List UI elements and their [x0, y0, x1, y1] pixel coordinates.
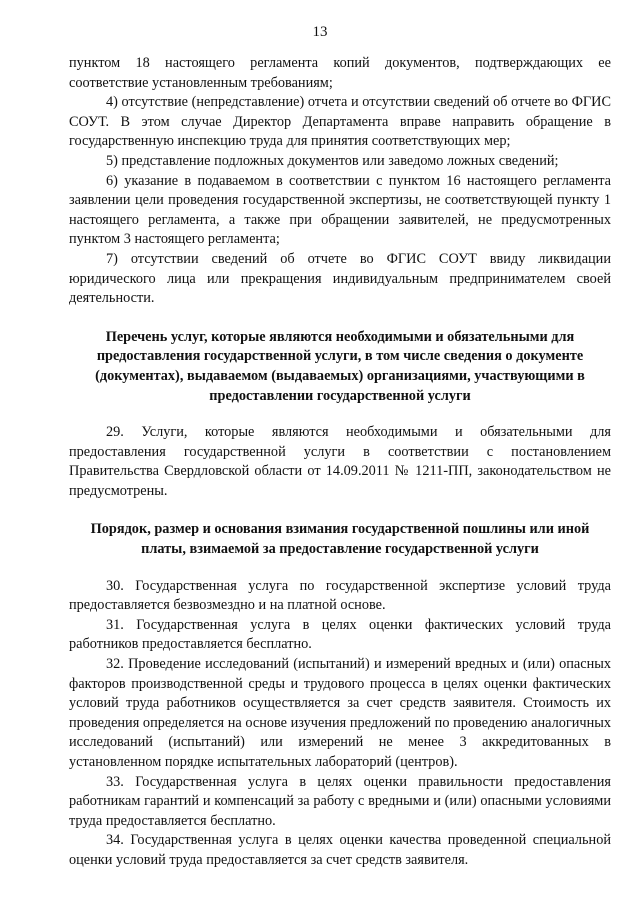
list-item-7: 7) отсутствии сведений об отчете во ФГИС СОУТ ввиду ликвидации юридического лица или прекращения индивидуальным предпринимателем своей деятельности. [69, 250, 611, 307]
page-number: 13 [312, 24, 328, 40]
list-item-5: 5) представление подложных документов или заведомо ложных сведений; [106, 152, 559, 169]
list-item-6: 6) указание в подаваемом в соответствии с пунктом 16 настоящего регламента заявлении цели проведения государственной экспертизы, не соответствующей пункту 1 настоящего регламента, а также при обращении заявителей, не предусмотренных пунктом 3 настоящего регламента; [69, 172, 611, 248]
paragraph-32: 32. Проведение исследований (испытаний) и измерений вредных и (или) опасных факторов производственной среды и трудового процесса в целях оценки фактических условий труда работников осуществляется за счет средств заявителя. Стоимость их проведения определяется на основе изучения предложений по проведению аналогичных исследований (испытаний) или измерений не менее 3 аккредитованных в установленном порядке испытательных лабораторий (центров). [69, 656, 611, 770]
paragraph-31: 31. Государственная услуга в целях оценки фактических условий труда работников предоставляется бесплатно. [69, 616, 611, 653]
paragraph-34: 34. Государственная услуга в целях оценки качества проведенной специальной оценки условий труда предоставляется за счет средств заявителя. [69, 832, 611, 868]
section-heading-required-services: Перечень услуг, которые являются необходимыми и обязательными для предоставления государственной услуги, в том числе сведения о документе (документах), выдаваемом (выдаваемых) организациями, участвующими в предоставлении государственной услуги [95, 328, 585, 404]
paragraph-29: 29. Услуги, которые являются необходимыми и обязательными для предоставления государственной услуги в соответствии с постановлением Правительства Свердловской области от 14.09.2011 № 1211-ПП, законодательством не предусмотрены. [69, 424, 611, 499]
paragraph-continuation: пунктом 18 настоящего регламента копий документов, подтверждающих ее соответствие установленным требованиям; [69, 55, 611, 91]
document-body [69, 54, 611, 871]
paragraph-30: 30. Государственная услуга по государственной экспертизе условий труда предоставляется безвозмездно и на платной основе. [69, 577, 611, 614]
paragraph-33: 33. Государственная услуга в целях оценки правильности предоставления работникам гарантий и компенсаций за работу с вредными и (или) опасными условиями труда предоставляется бесплатно. [69, 773, 611, 829]
section-heading-fees: Порядок, размер и основания взимания государственной пошлины или иной платы, взимаемой за предоставление государственной услуги [90, 521, 590, 558]
list-item-4: 4) отсутствие (непредставление) отчета и отсутствии сведений об отчете во ФГИС СОУТ. В этом случае Директор Департамента вправе направить обращение в государственную инспекцию труда для принятия соответствующих мер; [69, 94, 611, 150]
